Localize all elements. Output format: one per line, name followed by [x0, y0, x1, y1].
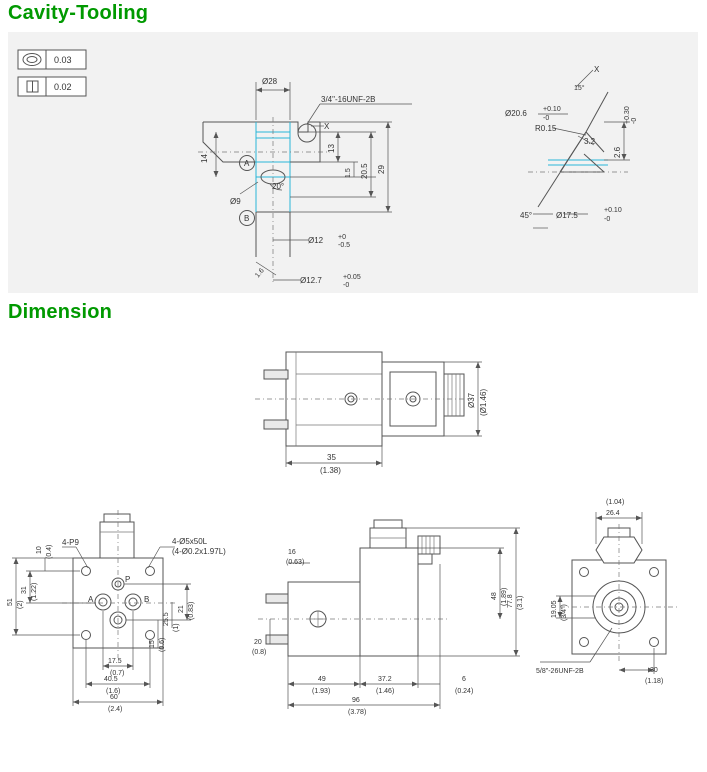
label-19-05-inch: (3/4"): [561, 604, 568, 621]
label-dia-17-5-tol-top: +0.10: [604, 207, 622, 214]
dim-31: [21, 571, 38, 603]
label-dia-37-inch: (Ø1.46): [479, 388, 488, 416]
label-balloon-a: A: [244, 159, 250, 168]
label-balloon-b: B: [244, 214, 250, 223]
label-40-5: 40.5: [104, 676, 118, 683]
dim-49: [288, 676, 360, 695]
label-15: 15: [149, 640, 156, 648]
label-51: 51: [7, 598, 14, 606]
label-26-4-inch: (1.04): [606, 499, 625, 506]
label-35: 35: [327, 453, 336, 462]
balloon-a: [240, 156, 255, 171]
dim-35: [286, 446, 382, 475]
label-dia-12: Ø12: [308, 236, 324, 245]
label-48-inch: (1.89): [501, 587, 508, 606]
dim-40-5: [86, 676, 150, 695]
cavity-tooling-title: Cavity-Tooling: [8, 2, 149, 24]
label-dia-12-tol-top: +0: [338, 234, 346, 241]
label-30-inch: (1.18): [645, 678, 664, 685]
callout-thread: [307, 95, 412, 124]
dim-6: [418, 676, 473, 695]
label-13: 13: [327, 144, 336, 153]
balloon-b: [240, 211, 255, 226]
label-77-8-inch: (3.1): [517, 595, 524, 610]
label-angle-15: 15°: [574, 85, 585, 92]
label-96-inch: (3.78): [348, 709, 367, 716]
angle-45: [520, 211, 553, 220]
label-dia-28: Ø28: [262, 77, 278, 86]
dim-dia-12-7: [273, 274, 361, 289]
cavity-tooling-diagram: [8, 32, 698, 293]
tolerance-value-circularity: 0.03: [54, 55, 72, 65]
label-10-inch: (0.4): [46, 544, 53, 559]
dim-1-5: [345, 162, 354, 178]
label-25-5: 25.5: [163, 612, 170, 626]
cavity-left-view: [198, 77, 412, 289]
label-96: 96: [352, 697, 360, 704]
dim-48: [491, 548, 508, 619]
label-37-2-inch: (1.46): [376, 688, 395, 695]
label-60: 60: [110, 694, 118, 701]
dim-dia-9: [230, 182, 258, 206]
label-angle-45: 45°: [520, 211, 533, 220]
dimension-front-view: [7, 510, 226, 713]
label-angle-20: 20°: [272, 182, 285, 191]
dim-dia-28: [256, 77, 290, 120]
label-dia-20-6: Ø20.6: [505, 109, 527, 118]
dimension-title: Dimension: [8, 301, 113, 323]
label-49-inch: (1.93): [312, 688, 331, 695]
label-section-x-left: X: [324, 122, 330, 131]
label-thread-right: 5/8"-26UNF-2B: [536, 668, 584, 675]
label-26-4: 26.4: [606, 510, 620, 517]
label-21: 21: [178, 605, 185, 613]
dim-20-5: [360, 132, 374, 197]
label-16: 16: [288, 549, 296, 556]
dim-37-2: [360, 676, 418, 695]
label-21-inch: (0.83): [188, 601, 195, 620]
label-2-6-tol-top: +0.30: [624, 106, 631, 124]
label-dia-20-6-tol-bot: -0: [543, 115, 550, 122]
label-15-inch: (0.6): [159, 637, 166, 652]
angle-20: [270, 182, 284, 191]
label-14: 14: [200, 154, 209, 163]
cavity-detail-x-view: [505, 65, 638, 228]
label-31-inch: (1.22): [31, 582, 38, 601]
dim-radius: [535, 124, 586, 135]
label-35-inch: (1.38): [320, 466, 341, 475]
cavity-svg: [8, 32, 698, 293]
label-dia-20-6-tol-top: +0.10: [543, 106, 561, 113]
label-dia-17-5-tol-bot: -0: [604, 216, 611, 223]
label-port-b: B: [144, 595, 150, 604]
label-40-5-inch: (1.6): [106, 688, 121, 695]
label-thread: 3/4"-16UNF-2B: [321, 95, 376, 104]
dimension-diagram: [0, 332, 707, 770]
label-60-inch: (2.4): [108, 706, 123, 713]
dimension-side-view: [252, 520, 524, 716]
label-29: 29: [377, 165, 386, 174]
label-dia-17-5: Ø17.5: [556, 211, 578, 220]
dim-16: [286, 549, 310, 566]
dim-13: [327, 132, 341, 162]
label-port-p: P: [125, 575, 131, 584]
label-dia-9: Ø9: [230, 197, 241, 206]
label-48: 48: [491, 592, 498, 600]
dim-dia-12: [273, 234, 350, 249]
label-17-5-inch: (0.7): [110, 670, 125, 677]
dim-17-5: [103, 658, 133, 677]
label-hole-2: (4-Ø0.2x1.97L): [172, 547, 226, 556]
label-31: 31: [21, 586, 28, 594]
dimension-right-view: [536, 499, 678, 685]
label-dia-12-7-tol-top: +0.05: [343, 274, 361, 281]
label-2-6: 2.6: [613, 146, 622, 158]
label-49: 49: [318, 676, 326, 683]
label-chamfer: 1.6: [254, 267, 266, 280]
label-dia-37: Ø37: [467, 392, 476, 408]
label-20-inch: (0.8): [252, 649, 267, 656]
label-17-5: 17.5: [108, 658, 122, 665]
tolerance-box-circularity: [18, 50, 86, 69]
label-2-6-tol-bot: -0: [631, 117, 638, 124]
dim-29: [290, 122, 392, 212]
label-dia-12-tol-bot: -0.5: [338, 242, 351, 249]
dimension-top-view: [255, 352, 488, 475]
label-77-8: 77.8: [507, 594, 514, 608]
label-port-a: A: [88, 595, 94, 604]
tolerance-value-parallelism: 0.02: [54, 82, 72, 92]
label-1-5: 1.5: [345, 168, 352, 178]
label-16-inch: (0.63): [286, 559, 305, 566]
label-dia-12-7-tol-bot: -0: [343, 282, 350, 289]
label-19-05: 19.05: [551, 600, 558, 618]
label-37-2: 37.2: [378, 676, 392, 683]
label-30: 30: [650, 667, 658, 674]
label-detail-x: X: [594, 65, 600, 74]
label-radius: R0.15: [535, 124, 557, 133]
dim-dia-20-6: [505, 106, 568, 122]
label-20-5: 20.5: [360, 163, 369, 179]
label-6-inch: (0.24): [455, 688, 474, 695]
tolerance-box-parallelism: [18, 77, 86, 96]
label-25-5-inch: (1): [173, 623, 180, 632]
dim-2-6: [604, 106, 638, 160]
label-20: 20: [254, 639, 262, 646]
label-51-inch: (2): [17, 600, 24, 609]
label-hole-1: 4-Ø5x50L: [172, 537, 208, 546]
label-4-p9: 4-P9: [62, 538, 79, 547]
label-6: 6: [462, 676, 466, 683]
label-dia-12-7: Ø12.7: [300, 276, 322, 285]
label-10: 10: [36, 546, 43, 554]
label-3-2: 3.2: [584, 137, 596, 146]
dimension-svg: [0, 332, 707, 770]
dim-dia-17-5: [556, 207, 622, 223]
detail-label-x: [576, 65, 600, 87]
